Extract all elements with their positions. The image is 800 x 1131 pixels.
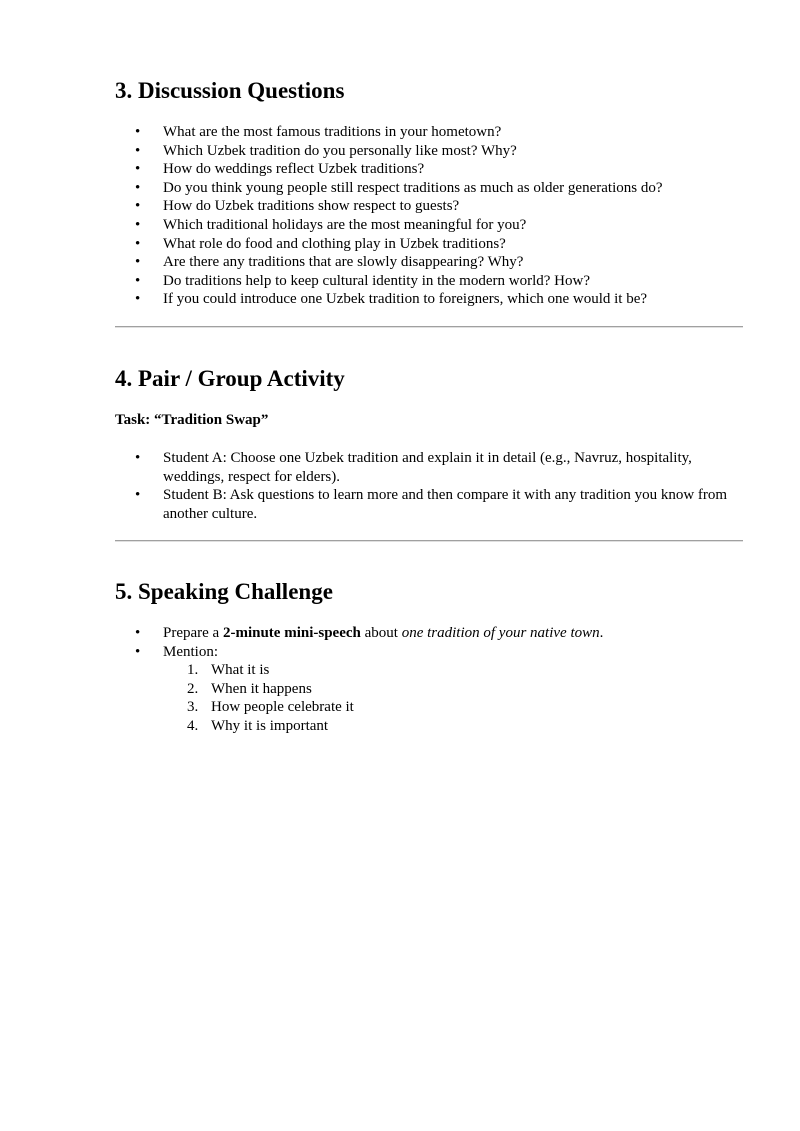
- question-text: Which traditional holidays are the most meaningful for you?: [163, 216, 527, 233]
- bullet-icon: •: [135, 487, 141, 504]
- bullet-icon: •: [135, 235, 141, 252]
- bullet-icon: •: [135, 216, 141, 233]
- bullet-icon: •: [135, 272, 141, 289]
- speaking-challenge-list: [115, 624, 743, 661]
- item-text: What it is: [211, 662, 270, 678]
- question-text: Are there any traditions that are slowly disappearing? Why?: [163, 254, 524, 271]
- question-text: Do you think young people still respect traditions as much as older generations do?: [163, 179, 663, 196]
- item-text: Why it is important: [211, 717, 329, 734]
- list-item: [115, 680, 743, 699]
- section-3-heading: 3. Discussion Questions: [115, 78, 345, 103]
- item-number: 4.: [187, 717, 199, 734]
- list-item: [115, 272, 743, 291]
- bullet-icon: •: [135, 124, 141, 140]
- list-item: [115, 624, 743, 643]
- list-item: [115, 290, 743, 309]
- mention-label: Mention:: [163, 643, 218, 660]
- prepare-mid: about: [360, 625, 402, 641]
- bullet-icon: •: [135, 142, 141, 159]
- list-item: [115, 179, 743, 198]
- section-divider: [115, 326, 743, 328]
- task-title: Task: “Tradition Swap”: [115, 412, 269, 428]
- question-text: Which Uzbek tradition do you personally like most? Why?: [163, 142, 517, 159]
- list-item: [115, 643, 743, 662]
- section-divider: [115, 540, 743, 542]
- activity-text: Student B: Ask questions to learn more and then compare it with any tradition you know from another culture.: [163, 487, 728, 522]
- question-text: How do weddings reflect Uzbek traditions?: [163, 161, 425, 178]
- list-item: [115, 216, 743, 235]
- bullet-icon: •: [135, 254, 141, 271]
- item-number: 1.: [187, 662, 199, 678]
- list-item: [115, 160, 743, 179]
- question-text: How do Uzbek traditions show respect to guests?: [163, 198, 460, 215]
- bullet-icon: •: [135, 198, 141, 215]
- list-item: [115, 235, 743, 254]
- list-item: [115, 197, 743, 216]
- question-text: If you could introduce one Uzbek tradition to foreigners, which one would it be?: [163, 291, 648, 308]
- item-text: When it happens: [211, 680, 312, 697]
- list-item: [115, 449, 743, 486]
- list-item: [115, 123, 743, 142]
- question-text: Do traditions help to keep cultural identity in the modern world? How?: [163, 272, 590, 289]
- bullet-icon: •: [135, 450, 141, 466]
- list-item: [115, 486, 743, 523]
- bullet-icon: •: [135, 161, 141, 178]
- discussion-questions-list: [115, 123, 743, 309]
- activity-list: [115, 449, 743, 523]
- section-4-heading: 4. Pair / Group Activity: [115, 366, 345, 391]
- list-item: [115, 253, 743, 272]
- prepare-suffix: .: [599, 625, 604, 641]
- item-number: 3.: [187, 699, 199, 716]
- bullet-icon: •: [135, 179, 141, 196]
- list-item: [115, 717, 743, 736]
- item-number: 2.: [187, 680, 199, 697]
- item-text: How people celebrate it: [211, 699, 354, 716]
- section-5-heading: 5. Speaking Challenge: [115, 579, 333, 604]
- prepare-prefix: Prepare a: [163, 625, 223, 641]
- question-text: What role do food and clothing play in Uzbek traditions?: [163, 235, 506, 252]
- prepare-bold: 2-minute mini-speech: [222, 625, 361, 641]
- mention-sublist: [115, 661, 743, 735]
- activity-text: Student A: Choose one Uzbek tradition and explain it in detail (e.g., Navruz, hospitality, weddings, respect for elders).: [163, 450, 692, 485]
- bullet-icon: •: [135, 291, 141, 308]
- list-item: [115, 661, 743, 680]
- bullet-icon: •: [135, 625, 141, 641]
- prepare-italic: one tradition of your native town: [401, 625, 600, 641]
- list-item: [115, 698, 743, 717]
- list-item: [115, 142, 743, 161]
- bullet-icon: •: [135, 643, 141, 660]
- question-text: What are the most famous traditions in your hometown?: [163, 124, 502, 140]
